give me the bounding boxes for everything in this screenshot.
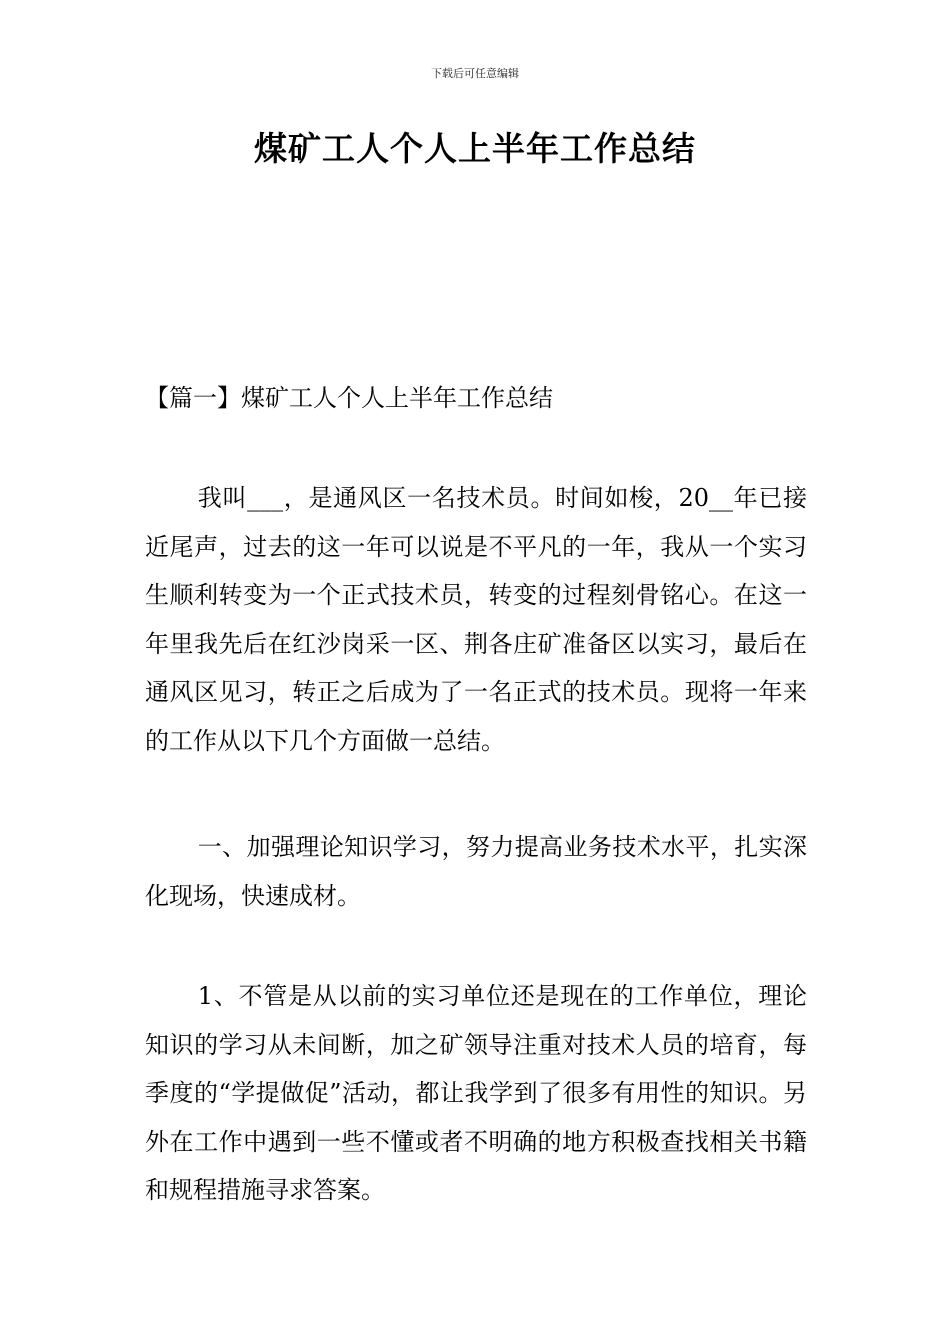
paragraph-section-one: 一、加强理论知识学习，努力提高业务技术水平，扎实深化现场，快速成材。 — [145, 833, 807, 910]
section-heading: 【篇一】煤矿工人个人上半年工作总结 — [145, 384, 553, 412]
paragraph-item-one: 1、不管是从以前的实习单位还是现在的工作单位，理论知识的学习从未间断，加之矿领导注重对技术人员的培育，每季度的“学提做促”活动，都让我学到了很多有用性的知识。另外在工作中遇到一些不懂或者不明确的地方积极查找相关书籍和规程措施寻求答案。 — [145, 982, 807, 1204]
paragraph-intro: 我叫___，是通风区一名技术员。时间如梭，20__年已接近尾声，过去的这一年可以说是不平凡的一年，我从一个实习生顺利转变为一个正式技术员，转变的过程刻骨铭心。在这一年里我先后在红沙岗采一区、荆各庄矿准备区以实习，最后在通风区见习，转正之后成为了一名正式的技术员。现将一年来的工作从以下几个方面做一总结。 — [145, 484, 807, 755]
header-note: 下载后可任意编辑 — [431, 67, 519, 80]
document-title: 煤矿工人个人上半年工作总结 — [254, 129, 696, 168]
